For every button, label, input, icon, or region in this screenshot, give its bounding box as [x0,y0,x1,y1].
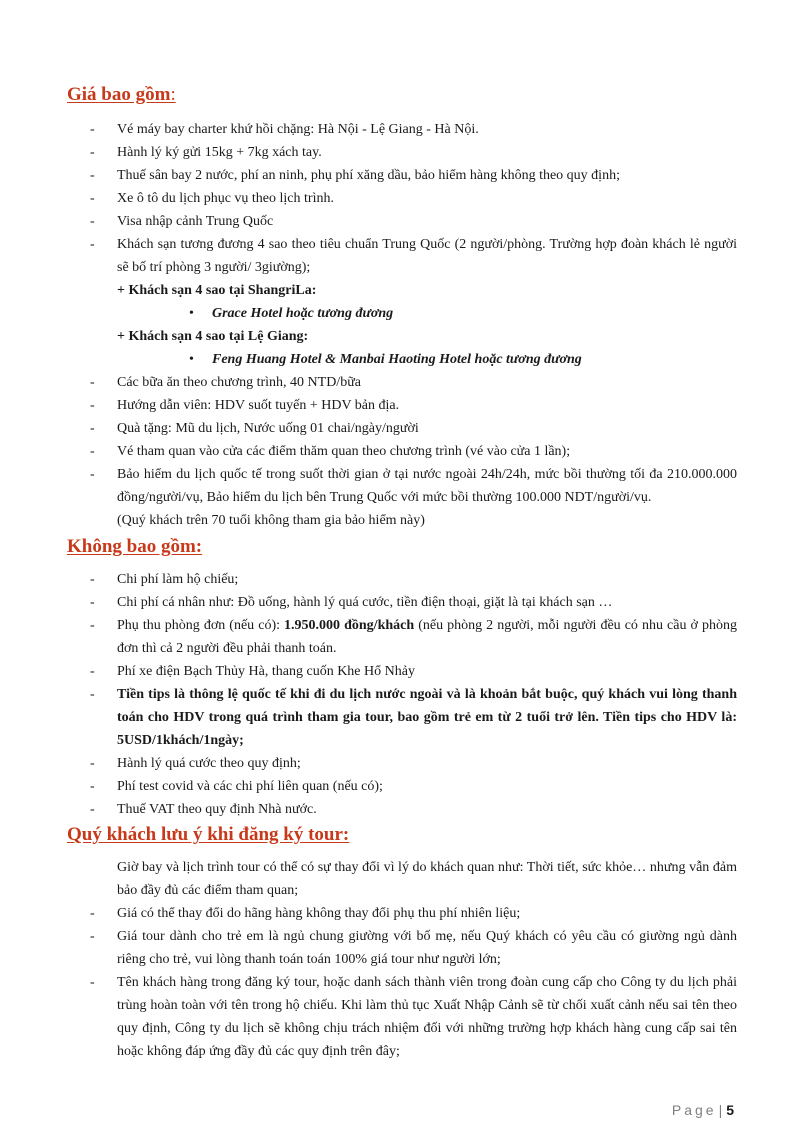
dash-bullet: - [90,906,95,921]
dash-bullet: - [90,779,95,794]
dash-bullet: - [90,802,95,817]
excluded-heading: Không bao gồm: [67,536,203,557]
dash-bullet: - [90,572,95,587]
included-item-hotel: Khách sạn tương đương 4 sao theo tiêu chuẩn Trung Quốc (2 người/phòng. Trường hợp đoàn khách lẻ người sẽ bố trí phòng 3 người/ 3giường); [117,237,737,275]
dash-bullet: - [90,444,95,459]
excluded-item-covid: Phí test covid và các chi phí liên quan (nếu có); [117,779,383,794]
dash-bullet: - [90,122,95,137]
dash-bullet: - [90,687,95,702]
note-item-children: Giá tour dành cho trẻ em là ngủ chung giường với bố mẹ, nếu Quý khách có yêu cầu có giường ngủ dành riêng cho trẻ, vui lòng thanh toán toán 100% giá tour như người lớn; [117,929,737,967]
page-footer [672,1102,734,1118]
hotel-lijiang-label: + Khách sạn 4 sao tại Lệ Giang: [117,329,309,344]
included-item-luggage: Hành lý ký gửi 15kg + 7kg xách tay. [117,145,322,160]
dash-bullet: - [90,467,95,482]
included-item-gifts: Quà tặng: Mũ du lịch, Nước uống 01 chai/ngày/người [117,421,419,436]
dot-bullet: • [189,306,194,321]
dash-bullet: - [90,421,95,436]
included-item-insurance: Bảo hiểm du lịch quốc tế trong suốt thời gian ở tại nước ngoài 24h/24h, mức bồi thường tối đa 210.000.000 đồng/người/vụ, Bảo hiểm du lịch bên Trung Quốc với mức bồi thường 100.000 NDT/người/vụ. [117,467,737,505]
dot-bullet: • [189,352,194,367]
excluded-item-personal: Chi phí cá nhân như: Đồ uống, hành lý quá cước, tiền điện thoại, giặt là tại khách sạn … [117,595,613,610]
dash-bullet: - [90,618,95,633]
dash-bullet: - [90,168,95,183]
notes-intro: Giờ bay và lịch trình tour có thể có sự thay đổi vì lý do khách quan như: Thời tiết, sức khỏe… nhưng vẫn đảm bảo đầy đủ các điểm tham quan; [117,860,737,898]
note-item-fuel: Giá có thể thay đổi do hãng hàng không thay đổi phụ thu phí nhiên liệu; [117,906,521,921]
excluded-item-tips: Tiền tips là thông lệ quốc tế khi đi du lịch nước ngoài và là khoản bắt buộc, quý khách vui lòng thanh toán cho HDV trong quá trình tham gia tour, bao gồm trẻ em từ 2 tuổi trở lên. Tiền tips cho HDV là: 5USD/1khách/1ngày; [117,687,737,748]
hotel-shangrila-label: + Khách sạn 4 sao tại ShangriLa: [117,283,317,298]
dash-bullet: - [90,214,95,229]
dash-bullet: - [90,595,95,610]
single-room-price: 1.950.000 đồng/khách [284,618,415,633]
included-item-tickets: Vé tham quan vào cửa các điểm thăm quan theo chương trình (vé vào cửa 1 lần); [117,444,571,459]
note-item-names: Tên khách hàng trong đăng ký tour, hoặc danh sách thành viên trong đoàn cung cấp cho Công ty du lịch phải trùng hoàn toàn với tên trong hộ chiếu. Khi làm thủ tục Xuất Nhập Cảnh sẽ từ chối xuất cảnh nếu sai tên theo quy định, Công ty du lịch sẽ không chịu trách nhiệm đối với những trường hợp khách hàng cung cấp sai tên hoặc không đáp ứng đầy đủ các quy định trên đây; [117,975,737,1059]
hotel-lijiang-name: Feng Huang Hotel & Manbai Haoting Hotel hoặc tương đương [212,352,582,367]
page-label: Page [671,1102,717,1118]
excluded-item-vat: Thuế VAT theo quy định Nhà nước. [117,802,317,817]
included-item-flight: Vé máy bay charter khứ hồi chặng: Hà Nội - Lệ Giang - Hà Nội. [117,122,479,137]
dash-bullet: - [90,145,95,160]
dash-bullet: - [90,237,95,252]
dash-bullet: - [90,664,95,679]
excluded-item-overweight: Hành lý quá cước theo quy định; [117,756,301,771]
included-item-meals: Các bữa ăn theo chương trình, 40 NTD/bữa [117,375,361,390]
dash-bullet: - [90,929,95,944]
dash-bullet: - [90,756,95,771]
page-separator: | [718,1102,723,1118]
notes-heading: Quý khách lưu ý khi đăng ký tour: [67,824,350,845]
page-number: 5 [726,1102,734,1118]
excluded-item-passport: Chi phí làm hộ chiếu; [117,572,239,587]
included-item-visa: Visa nhập cảnh Trung Quốc [117,214,274,229]
included-item-guide: Hướng dẫn viên: HDV suốt tuyến + HDV bản địa. [117,398,400,413]
included-item-taxes: Thuế sân bay 2 nước, phí an ninh, phụ phí xăng dầu, bảo hiểm hàng không theo quy định; [117,168,620,183]
dash-bullet: - [90,375,95,390]
excluded-item-ecar: Phí xe điện Bạch Thủy Hà, thang cuốn Khe Hổ Nhảy [117,664,415,679]
insurance-note: (Quý khách trên 70 tuổi không tham gia bảo hiểm này) [117,513,425,528]
excluded-item-single-room: Phụ thu phòng đơn (nếu có): 1.950.000 đồng/khách (nếu phòng 2 người, mỗi người đều có nhu cầu ở phòng đơn thì cả 2 người đều phải thanh toán. [117,618,737,656]
dash-bullet: - [90,398,95,413]
dash-bullet: - [90,191,95,206]
included-item-car: Xe ô tô du lịch phục vụ theo lịch trình. [117,191,334,206]
dash-bullet: - [90,975,95,990]
hotel-shangrila-name: Grace Hotel hoặc tương đương [212,306,394,321]
included-heading: Giá bao gồm: [67,84,176,105]
